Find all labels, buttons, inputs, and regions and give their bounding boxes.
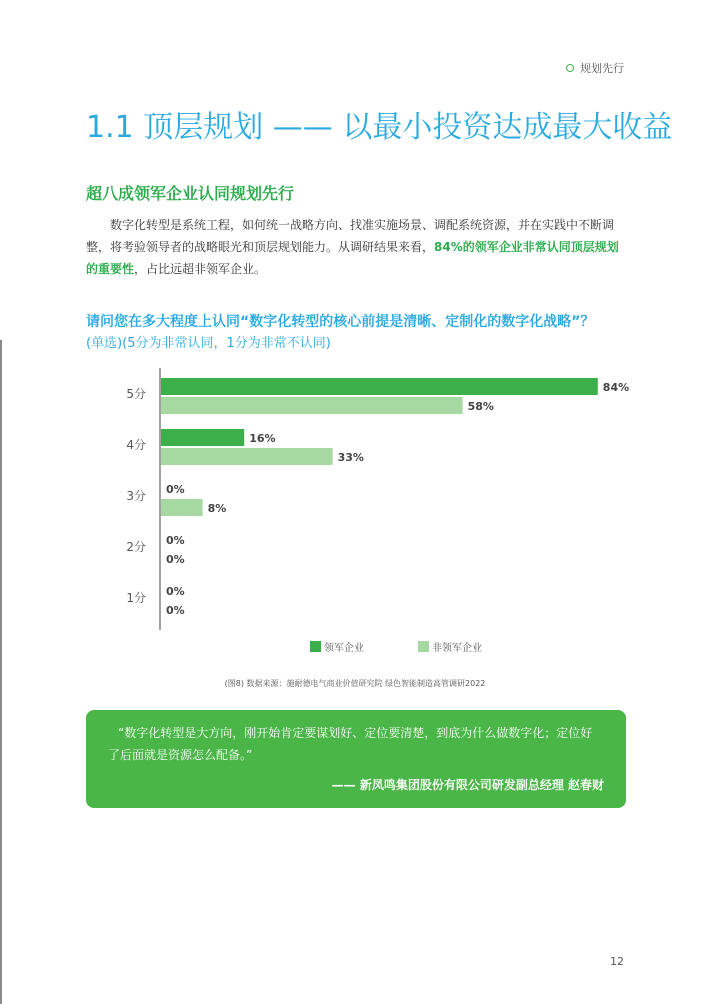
data-label: 33% bbox=[337, 451, 364, 464]
data-label: 0% bbox=[166, 585, 185, 598]
legend-label: 领军企业 bbox=[324, 643, 364, 654]
bar-leader bbox=[161, 429, 244, 446]
data-label: 8% bbox=[207, 502, 227, 515]
data-label: 58% bbox=[467, 400, 494, 413]
y-tick-label: 1分 bbox=[126, 591, 146, 605]
question-subtitle: (单选)(5分为非常认同，1分为非常不认同) bbox=[86, 336, 331, 351]
page-number: 12 bbox=[610, 955, 624, 968]
legend-swatch bbox=[310, 641, 321, 652]
body-text-part1: 数字化转型是系统工程，如何统一战略方向、找准实施场景、调配系统资源，并在实践中不断调整，将考验领导者的战略眼光和顶层规划能力。从调研结果来看， bbox=[86, 218, 615, 254]
page-title: 1.1 顶层规划 —— 以最小投资达成最大收益 bbox=[86, 110, 673, 145]
data-label: 16% bbox=[249, 432, 276, 445]
quote-author: —— 新凤鸣集团股份有限公司研发副总经理 赵春财 bbox=[331, 778, 604, 792]
question-title: 请问您在多大程度上认同“数字化转型的核心前提是清晰、定制化的数字化战略”？ bbox=[86, 314, 595, 330]
body-text-part2: ，占比远超非领军企业。 bbox=[134, 262, 267, 276]
legend-label: 非领军企业 bbox=[432, 643, 482, 654]
data-label: 0% bbox=[166, 534, 185, 547]
bar-non-leader bbox=[161, 499, 203, 516]
bar-non-leader bbox=[161, 397, 463, 414]
quote-box bbox=[86, 710, 626, 808]
bar-chart bbox=[0, 360, 710, 670]
y-tick-label: 4分 bbox=[126, 438, 146, 452]
body-paragraph bbox=[86, 214, 630, 280]
data-label: 0% bbox=[166, 553, 185, 566]
circle-bullet-icon bbox=[566, 64, 574, 72]
section-subtitle: 超八成领军企业认同规划先行 bbox=[86, 184, 295, 203]
section-tag-label: 规划先行 bbox=[580, 62, 624, 75]
section-tag bbox=[566, 60, 624, 76]
bar-leader bbox=[161, 378, 598, 395]
bar-non-leader bbox=[161, 448, 333, 465]
y-tick-label: 2分 bbox=[126, 540, 146, 554]
y-tick-label: 5分 bbox=[126, 387, 146, 401]
quote-text: “数字化转型是大方向，刚开始肯定要谋划好、定位要清楚，到底为什么做数字化；定位好了后面就是资源怎么配备。” bbox=[108, 726, 593, 762]
chart-source-note: (图8) 数据来源：施耐德电气商业价值研究院 绿色智能制造高管调研2022 bbox=[224, 679, 486, 688]
y-tick-label: 3分 bbox=[126, 489, 146, 503]
legend-swatch bbox=[418, 641, 429, 652]
data-label: 0% bbox=[166, 483, 185, 496]
data-label: 84% bbox=[602, 381, 630, 394]
body-highlight: 84%的领军企业非常认同顶层规划的重要性 bbox=[86, 240, 619, 276]
data-label: 0% bbox=[166, 604, 185, 617]
